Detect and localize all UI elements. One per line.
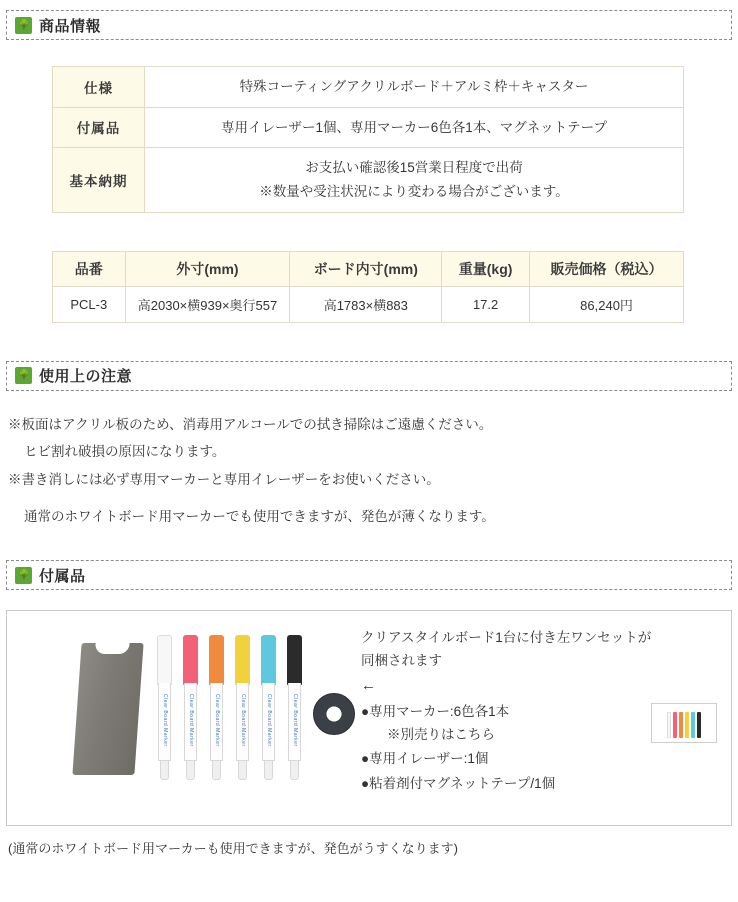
marker-tip [264, 760, 273, 780]
separate-sale-link[interactable]: ※別売りはこちら [387, 726, 495, 742]
column-header-price: 販売価格（税込） [530, 251, 684, 286]
product-table [52, 251, 684, 323]
spec-key: 基本納期 [53, 148, 145, 212]
marker-orange [209, 635, 224, 785]
section-title: 使用上の注意 [39, 368, 133, 385]
column-header-weight: 重量(kg) [442, 251, 530, 286]
spec-value-line: 特殊コーティングアクリルボード＋アルミ枠＋キャスター [239, 79, 589, 94]
marker-pink [183, 635, 198, 785]
accessories-description [355, 611, 731, 825]
spec-key: 付属品 [53, 107, 145, 148]
marker-blue [261, 635, 276, 785]
marker-black [287, 635, 302, 785]
thumb-marker [679, 712, 683, 738]
marker-tip [212, 760, 221, 780]
leaf-icon: 🌳 [15, 367, 32, 384]
thumb-marker [697, 712, 701, 738]
spec-value-line: 専用イレーザー1個、専用マーカー6色各1本、マグネットテープ [221, 119, 607, 135]
spec-table-wrapper [52, 66, 684, 213]
leaf-icon: 🌳 [15, 17, 32, 34]
accessories-intro-line: クリアスタイルボード1台に付き左ワンセットが [361, 630, 652, 646]
cell-part-number: PCL-3 [53, 286, 126, 322]
marker-label: Clear Board Marker [292, 693, 298, 747]
marker-tip [186, 760, 195, 780]
marker-label: Clear Board Marker [266, 693, 272, 747]
marker-tip [290, 760, 299, 780]
marker-cap [287, 635, 302, 685]
usage-note-line: ※板面はアクリル板のため、消毒用アルコールでの拭き掃除はご遠慮ください。 [8, 416, 493, 432]
column-header-outer-size: 外寸(mm) [125, 251, 290, 286]
accessory-item-eraser: ●専用イレーザー:1個 [361, 751, 489, 767]
marker-tip [238, 760, 247, 780]
table-header-row [53, 251, 684, 286]
accessory-item-marker: ●専用マーカー:6色各1本 [361, 703, 510, 719]
spec-table [52, 66, 684, 213]
thumb-marker [667, 712, 671, 738]
table-row [53, 107, 684, 148]
marker-yellow [235, 635, 250, 785]
marker-label: Clear Board Marker [162, 693, 168, 747]
table-row [53, 67, 684, 108]
usage-note-line: ヒビ割れ破損の原因になります。 [24, 444, 226, 460]
column-header-board-inner-size: ボード内寸(mm) [290, 251, 442, 286]
spec-value [145, 67, 684, 108]
marker-white [157, 635, 172, 785]
usage-note-line: ※書き消しには必ず専用マーカーと専用イレーザーをお使いください。 [8, 471, 440, 487]
thumb-marker [691, 712, 695, 738]
left-arrow-icon: ← [361, 677, 376, 695]
marker-cap [261, 635, 276, 685]
marker-tip [160, 760, 169, 780]
cell-weight: 17.2 [442, 286, 530, 322]
marker-cap [183, 635, 198, 685]
section-header-product-info [6, 10, 732, 40]
leaf-icon: 🌳 [15, 567, 32, 584]
marker-cap [157, 635, 172, 685]
thumb-marker [673, 712, 677, 738]
cell-outer-size: 高2030×横939×奥行557 [125, 286, 290, 322]
magnet-tape-illustration [313, 693, 355, 735]
thumb-marker [685, 712, 689, 738]
accessories-panel [6, 610, 732, 826]
spec-value [145, 107, 684, 148]
column-header-part-number: 品番 [53, 251, 126, 286]
section-title: 商品情報 [39, 17, 102, 35]
accessories-footnote: (通常のホワイトボード用マーカーも使用できますが、発色がうすくなります) [8, 841, 459, 857]
eraser-illustration [72, 643, 143, 775]
product-table-wrapper [52, 251, 684, 323]
cell-price: 86,240円 [530, 286, 684, 322]
cell-board-inner-size: 高1783×横883 [290, 286, 442, 322]
spec-value-line: ※数量や受注状況により変わる場合がございます。 [259, 183, 569, 199]
marker-cap [209, 635, 224, 685]
accessories-intro-line: 同梱されます [361, 653, 442, 669]
table-row [53, 148, 684, 212]
usage-note-line: 通常のホワイトボード用マーカーでも使用できますが、発色が薄くなります。 [24, 508, 495, 524]
section-header-accessories [6, 560, 732, 590]
table-row [53, 286, 684, 322]
spec-key: 仕様 [53, 67, 145, 108]
section-header-usage-notes [6, 361, 732, 391]
marker-set-thumbnail[interactable] [651, 703, 717, 743]
spec-value [145, 148, 684, 212]
accessory-item-magnet-tape: ●粘着剤付マグネットテープ/1個 [361, 776, 556, 792]
marker-label: Clear Board Marker [188, 693, 194, 747]
marker-cap [235, 635, 250, 685]
marker-label: Clear Board Marker [240, 693, 246, 747]
spacer [8, 494, 738, 503]
usage-notes-body [8, 411, 738, 531]
section-title: 付属品 [39, 567, 86, 585]
marker-label: Clear Board Marker [214, 693, 220, 747]
spec-value-line: お支払い確認後15営業日程度で出荷 [305, 160, 523, 176]
accessories-photo [7, 611, 355, 825]
